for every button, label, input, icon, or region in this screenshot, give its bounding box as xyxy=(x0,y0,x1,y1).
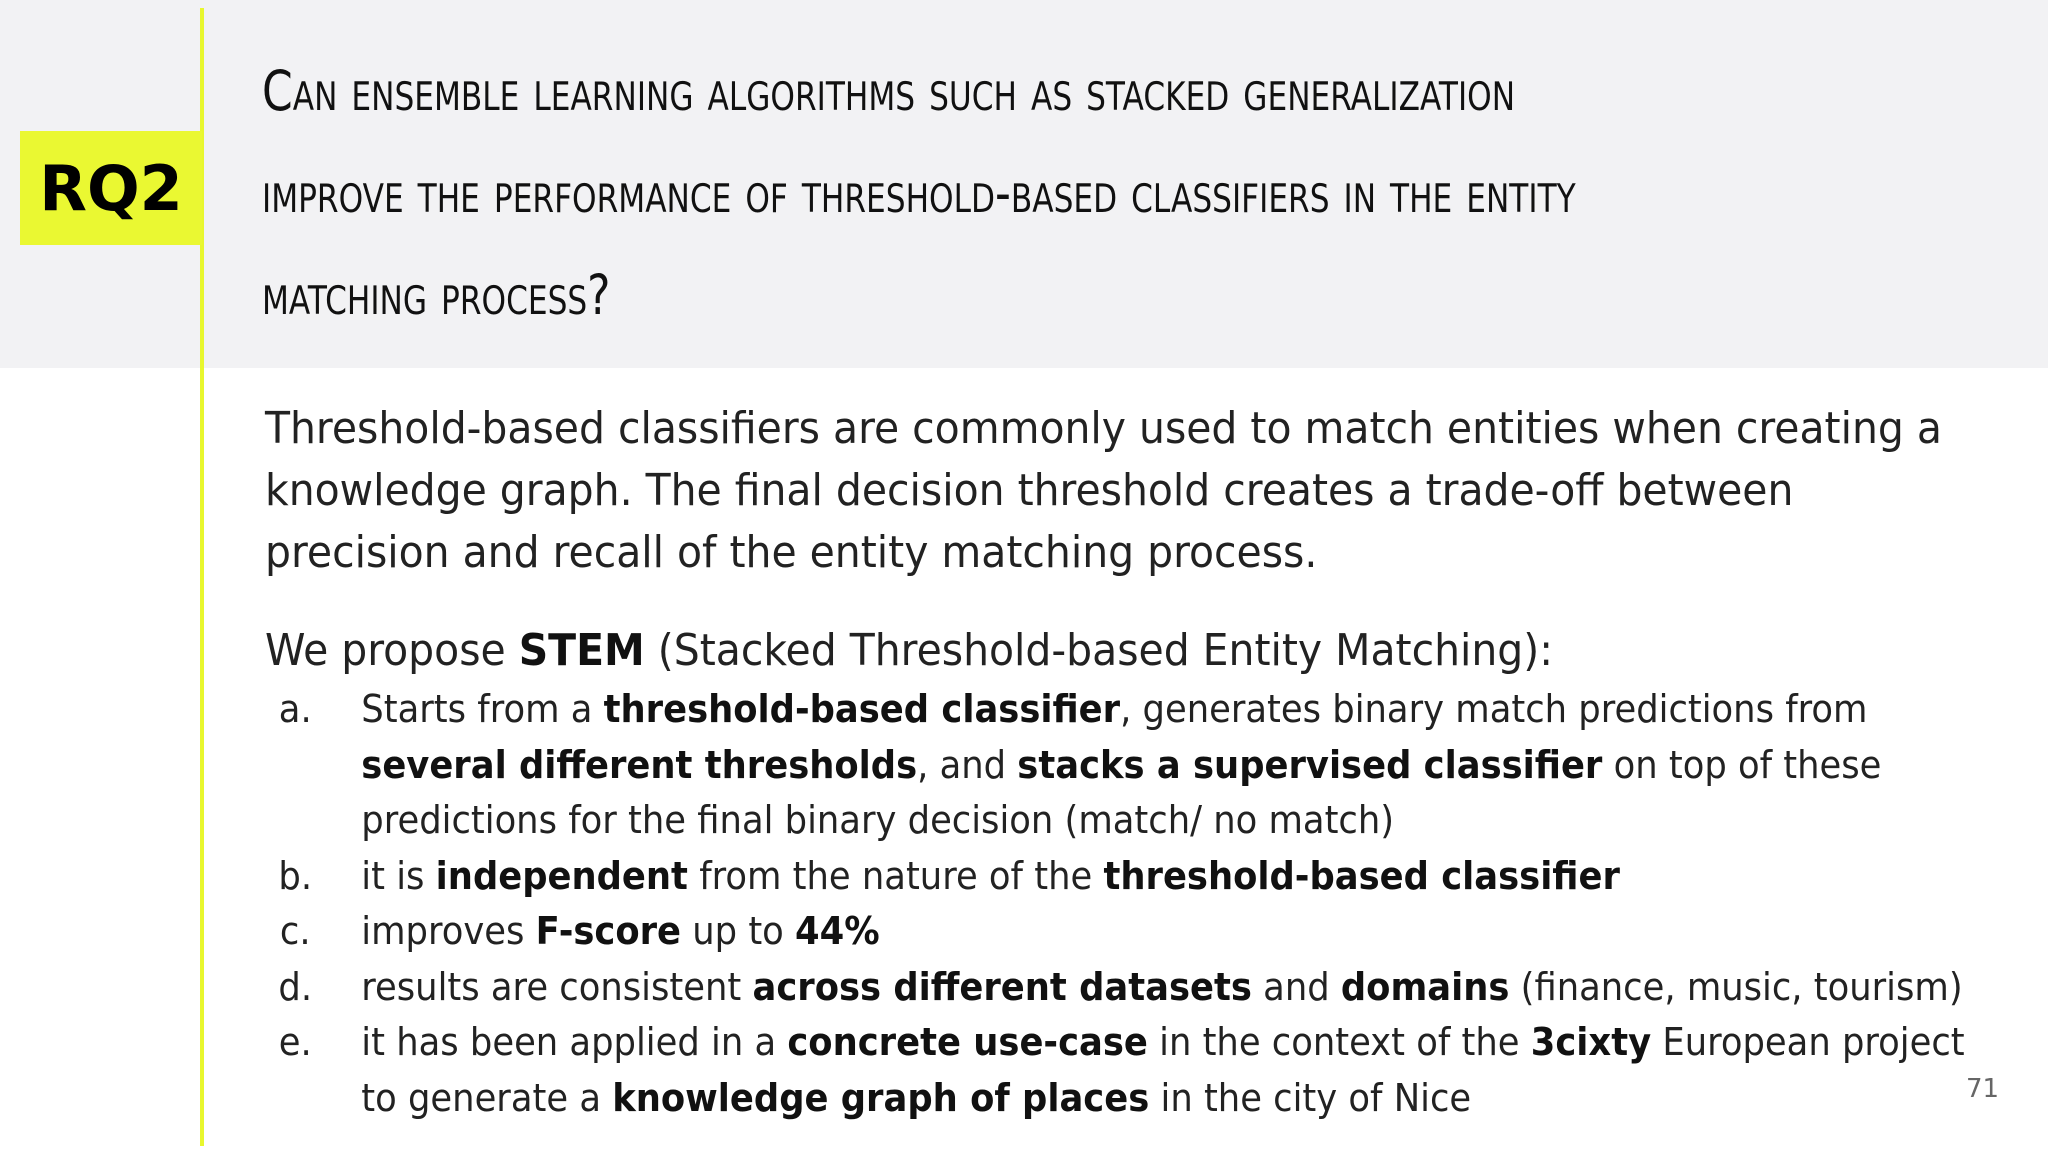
item-text: predictions for the final binary decision (match/ no match) xyxy=(361,798,1395,842)
item-text: it has been applied in a xyxy=(361,1020,788,1064)
item-line xyxy=(361,904,1909,960)
item-line xyxy=(361,1015,1965,1071)
item-text: in the city of Nice xyxy=(1149,1075,1472,1120)
item-bold-text: concrete use-case xyxy=(787,1020,1148,1064)
item-bold-text: stacks a supervised classifier xyxy=(1017,742,1603,787)
item-line xyxy=(361,793,1909,849)
intro-paragraph xyxy=(265,398,1942,584)
item-bold-text: across different datasets xyxy=(752,964,1252,1009)
item-line xyxy=(361,1071,1909,1127)
list-marker: e. xyxy=(278,1020,312,1064)
list-item xyxy=(272,849,1909,905)
list-item xyxy=(272,1015,1965,1126)
item-text: , generates binary match predictions from xyxy=(1120,687,1868,731)
page-number: 71 xyxy=(1966,1074,2000,1104)
research-question-badge: RQ2 xyxy=(20,131,202,245)
item-text: up to xyxy=(681,909,796,953)
proposal-statement xyxy=(265,620,1553,682)
item-text: and xyxy=(1251,964,1341,1009)
item-bold-text: F-score xyxy=(535,909,682,953)
item-bold-text: knowledge graph of places xyxy=(612,1075,1150,1120)
item-bold-text: domains xyxy=(1340,964,1510,1009)
list-marker: b. xyxy=(278,853,313,898)
intro-line: Threshold-based classifiers are commonly used to match entities when creating a xyxy=(265,403,1942,454)
item-bold-text: threshold-based classifier xyxy=(603,687,1121,731)
item-line xyxy=(361,849,1909,905)
item-text: in the context of the xyxy=(1147,1020,1531,1064)
item-text: improves xyxy=(361,909,536,953)
title-line: Can ensemble learning algorithms such as stacked generalization xyxy=(262,59,1516,123)
list-marker: d. xyxy=(278,964,313,1009)
item-bold-text: threshold-based classifier xyxy=(1103,853,1620,898)
intro-line: precision and recall of the entity matching process. xyxy=(265,527,1318,578)
item-bold-text: several different thresholds xyxy=(361,742,918,787)
item-text: results are consistent xyxy=(361,964,753,1009)
item-text: on top of these xyxy=(1602,742,1882,787)
proposal-prefix: We propose xyxy=(265,625,519,676)
item-line xyxy=(361,738,1909,794)
item-text: , and xyxy=(917,742,1018,787)
item-text: to generate a xyxy=(361,1075,613,1120)
item-text: Starts from a xyxy=(361,687,604,731)
intro-line: knowledge graph. The final decision threshold creates a trade-off between xyxy=(265,465,1794,516)
list-marker: c. xyxy=(279,909,311,953)
list-item xyxy=(272,904,1909,960)
proposal-suffix: (Stacked Threshold-based Entity Matching): xyxy=(644,625,1554,676)
item-bold-text: independent xyxy=(435,853,688,898)
feature-list xyxy=(272,682,2032,1126)
item-line xyxy=(361,682,1909,738)
list-marker: a. xyxy=(278,687,312,731)
list-item xyxy=(272,960,1963,1016)
slide-title xyxy=(262,40,1638,346)
item-text: (finance, music, tourism) xyxy=(1509,964,1963,1009)
list-item xyxy=(272,682,1909,849)
item-line xyxy=(361,960,1963,1016)
title-line: improve the performance of threshold-based classifiers in the entity xyxy=(262,161,1576,225)
item-text: European project xyxy=(1651,1020,1965,1064)
item-bold-text: 44% xyxy=(795,909,880,953)
item-text: from the nature of the xyxy=(687,853,1104,898)
title-line: matching process? xyxy=(262,263,611,327)
item-bold-text: 3cixty xyxy=(1530,1020,1652,1064)
proposal-name: STEM xyxy=(518,625,645,676)
item-text: it is xyxy=(361,853,436,898)
